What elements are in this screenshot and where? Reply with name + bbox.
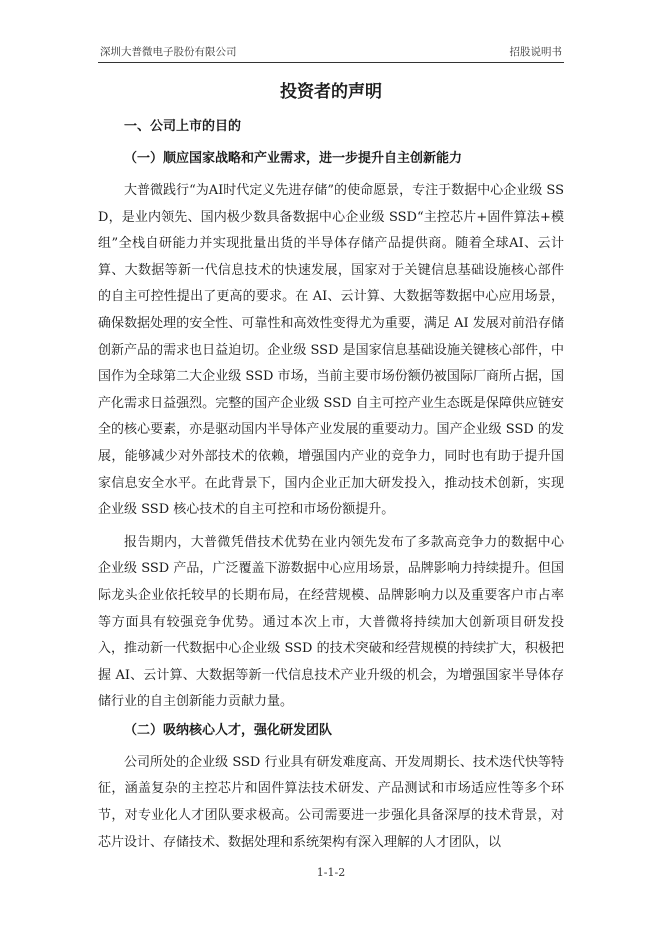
subsection-heading-core-talent: （二）吸纳核心人才，强化研发团队 xyxy=(124,722,333,738)
paragraph: 大普微践行“为AI时代定义先进存储”的使命愿景，专注于数据中心企业级 SSD，是业内领先、国内极少数具备数据中心企业级 SSD“主控芯片+固件算法+模组”全栈自研能力并实现批量出货的半导体存储产品提供商。随着全球AI、云计算、大数据等新一代信息技术的快速发展，国家对于关键信息基础设施核心部件的自主可控性提出了更高的要求。在 AI、云计算、大数据等数据中心应用场景，确保数据处理的安全性、可靠性和高效性变得尤为重要，满足 AI 发展对前沿存储创新产品的需求也日益迫切。企业级 SSD 是国家信息基础设施关键核心部件，中国作为全球第二大企业级 SSD 市场，当前主要市场份额仍被国际厂商所占据，国产化需求日益强烈。完整的国产企业级 SSD 自主可控产业生态既是保障供应链安全的核心要素，亦是驱动国内半导体产业发展的重要动力。国产企业级 SSD 的发展，能够减少对外部技术的依赖，增强国内产业的竞争力，同时也有助于提升国家信息安全水平。在此背景下，国内企业正加大研发投入，推动技术创新，实现企业级 SSD 核心技术的自主可控和市场份额提升。 xyxy=(98,183,564,518)
page-header xyxy=(98,44,564,63)
page-title: 投资者的声明 xyxy=(280,82,382,102)
document-body xyxy=(98,80,564,862)
header-company-name: 深圳大普微电子股份有限公司 xyxy=(100,46,237,58)
section-heading-listing-purpose: 一、公司上市的目的 xyxy=(124,119,242,134)
subsection-heading-national-strategy: （一）顺应国家战略和产业需求，进一步提升自主创新能力 xyxy=(124,151,463,166)
header-document-type: 招股说明书 xyxy=(509,46,562,58)
page-number: 1-1-2 xyxy=(316,866,346,879)
paragraph: 报告期内，大普微凭借技术优势在业内领先发布了多款高竞争力的数据中心企业级 SSD 产品，广泛覆盖下游数据中心应用场景，品牌影响力持续提升。但国际龙头企业依托较早的长期布局，在经营规模、品牌影响力以及重要客户市占率等方面具有较强竞争优势。通过本次上市，大普微将持续加大创新项目研发投入，推动新一代数据中心企业级 SSD 的技术突破和经营规模的持续扩大，积极把握 AI、云计算、大数据等新一代信息技术产业升级的机会，为增强国家半导体存储行业的自主创新能力贡献力量。 xyxy=(98,534,565,710)
paragraph: 公司所处的企业级 SSD 行业具有研发难度高、开发周期长、技术迭代快等特征，涵盖复杂的主控芯片和固件算法技术研发、产品测试和市场适应性等多个环节，对专业化人才团队要求极高。公司需要进一步强化具备深厚的技术背景，对芯片设计、存储技术、数据处理和系统架构有深入理解的人才团队，以 xyxy=(98,754,564,850)
